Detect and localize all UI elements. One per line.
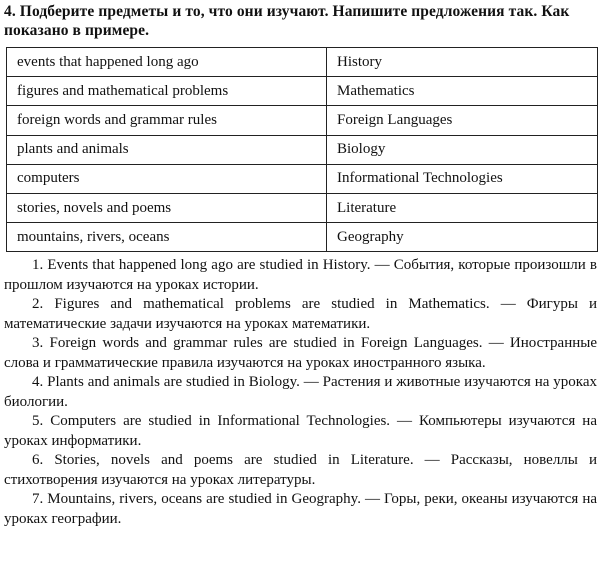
topic-cell: computers <box>7 164 327 193</box>
answer-4: 4. Plants and animals are studied in Biology. — Растения и животные изучаются на уроках биологии. <box>4 374 597 410</box>
subject-cell: Biology <box>327 135 598 164</box>
topic-cell: mountains, rivers, oceans <box>7 223 327 252</box>
subject-cell: Foreign Languages <box>327 106 598 135</box>
table-row <box>7 164 598 193</box>
topic-cell: plants and animals <box>7 135 327 164</box>
subject-cell: Geography <box>327 223 598 252</box>
table-row <box>7 106 598 135</box>
table-row <box>7 223 598 252</box>
answer-7: 7. Mountains, rivers, oceans are studied in Geography. — Горы, реки, океаны изучаются на уроках географии. <box>4 491 597 527</box>
topic-cell: events that happened long ago <box>7 48 327 77</box>
answer-5: 5. Computers are studied in Informational Technologies. — Компьютеры изучаются на уроках информатики. <box>4 413 597 449</box>
topic-cell: foreign words and grammar rules <box>7 106 327 135</box>
subject-cell: Mathematics <box>327 77 598 106</box>
table-row <box>7 77 598 106</box>
table-row <box>7 135 598 164</box>
topic-cell: stories, novels and poems <box>7 193 327 222</box>
topic-cell: figures and mathematical problems <box>7 77 327 106</box>
subject-cell: Literature <box>327 193 598 222</box>
answer-3: 3. Foreign words and grammar rules are studied in Foreign Languages. — Иностранные слова и грамматические правила изучаются на уроках иностранного языка. <box>4 335 597 371</box>
answer-2: 2. Figures and mathematical problems are studied in Mathematics. — Фигуры и математические задачи изучаются на уроках математики. <box>4 296 597 332</box>
task-heading: 4. Подберите предметы и то, что они изучают. Напишите предложения так. Как показано в примере. <box>4 3 570 39</box>
subject-cell: History <box>327 48 598 77</box>
answer-6: 6. Stories, novels and poems are studied in Literature. — Рассказы, новеллы и стихотворения изучаются на уроках литературы. <box>4 452 597 488</box>
answer-1: 1. Events that happened long ago are studied in History. — События, которые произошли в прошлом изучаются на уроках истории. <box>4 257 597 293</box>
table-row <box>7 193 598 222</box>
matching-table <box>6 47 598 252</box>
subject-cell: Informational Technologies <box>327 164 598 193</box>
answers-section <box>4 256 597 529</box>
table-row <box>7 48 598 77</box>
